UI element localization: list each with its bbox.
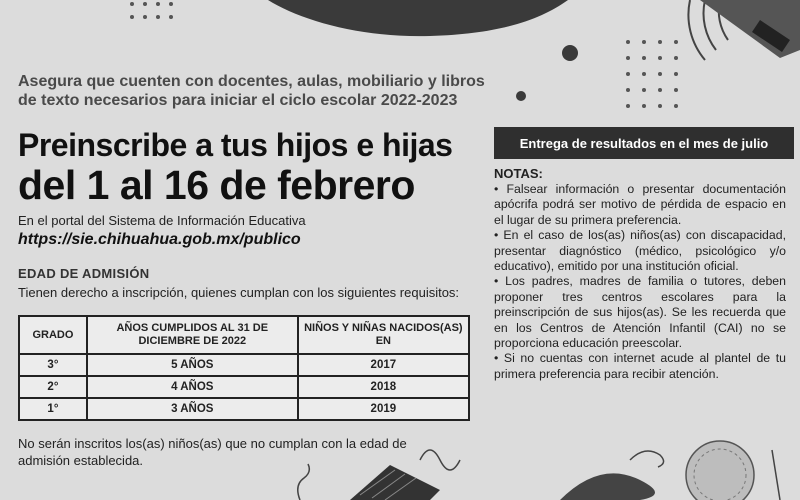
- cell-year: 2019: [298, 398, 469, 420]
- note-item: • Los padres, madres de familia o tutores, deben proponer tres centros escolares para la preinscripción de sus hijos(as). Se les recuerda que en los Centros de Atención Infantil (CAI) no se proporciona educación preescolar.: [494, 274, 786, 351]
- seahorse-doodle: [298, 464, 310, 500]
- table-row: [19, 398, 469, 420]
- cell-year: 2017: [298, 354, 469, 376]
- header-age-completed: AÑOS CUMPLIDOS AL 31 DE DICIEMBRE DE 2022: [87, 316, 298, 354]
- dot-grid-top-left: [130, 2, 173, 19]
- cell-grade: 2°: [19, 376, 87, 398]
- cell-age: 5 AÑOS: [87, 354, 298, 376]
- cell-year: 2018: [298, 376, 469, 398]
- squiggle-bottom: [420, 450, 460, 470]
- headline-preinscribe: Preinscribe a tus hijos e hijas: [18, 127, 453, 163]
- note-item: • Si no cuentas con internet acude al plantel de tu primera preferencia para recibir atención.: [494, 351, 786, 381]
- note-item: • En el caso de los(as) niños(as) con discapacidad, presentar diagnóstico (médico, psicológico y/o educativo), emitido por una institución oficial.: [494, 228, 786, 274]
- portal-url-link[interactable]: https://sie.chihuahua.gob.mx/publico: [18, 231, 301, 248]
- portal-text: En el portal del Sistema de Información Educativa: [18, 213, 306, 228]
- dot-large: [562, 45, 578, 61]
- cell-grade: 1°: [19, 398, 87, 420]
- dot-small: [516, 91, 526, 101]
- curl-doodle: [630, 451, 664, 467]
- notes-list: [494, 182, 786, 382]
- cell-grade: 3°: [19, 354, 87, 376]
- headline-dates: del 1 al 16 de febrero: [18, 162, 415, 208]
- arrow-doodle: [772, 450, 780, 500]
- notes-title: NOTAS:: [494, 166, 543, 181]
- header-grado: GRADO: [19, 316, 87, 354]
- sun-doodle: [686, 441, 754, 500]
- results-banner: Entrega de resultados en el mes de julio: [494, 127, 794, 159]
- header-birth-year: NIÑOS Y NIÑAS NACIDOS(AS) EN: [298, 316, 469, 354]
- table-row: [19, 376, 469, 398]
- table-header-row: [19, 316, 469, 354]
- dark-blob-shape: [268, 0, 568, 36]
- wave-shape: [560, 473, 655, 500]
- ring-arc: [688, 0, 705, 60]
- cell-age: 3 AÑOS: [87, 398, 298, 420]
- subtitle: Asegura que cuenten con docentes, aulas, mobiliario y libros de texto necesarios para iniciar el ciclo escolar 2022-2023: [18, 73, 485, 109]
- admission-requirements-table: [18, 315, 470, 421]
- cell-age: 4 AÑOS: [87, 376, 298, 398]
- note-item: • Falsear información o presentar documentación apócrifa podrá ser motivo de pérdida de espacio en el lugar de su primera preferencia.: [494, 182, 786, 227]
- admission-age-title: EDAD DE ADMISIÓN: [18, 266, 150, 281]
- admission-footnote: No serán inscritos los(as) niños(as) que no cumplan con la edad de admisión establecida.: [18, 436, 407, 468]
- admission-description: Tienen derecho a inscripción, quienes cumplan con los siguientes requisitos:: [18, 285, 460, 300]
- table-row: [19, 354, 469, 376]
- dot-grid-top-right: [626, 40, 678, 108]
